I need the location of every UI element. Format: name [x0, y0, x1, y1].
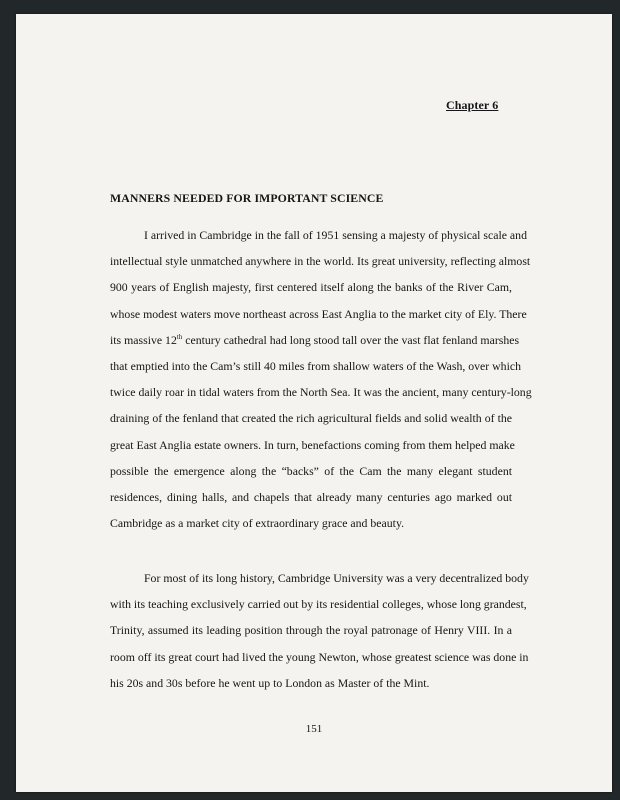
paragraph-line: that emptied into the Cam’s still 40 miles from shallow waters of the Wash, over which [110, 359, 521, 374]
section-heading: MANNERS NEEDED FOR IMPORTANT SCIENCE [110, 191, 384, 205]
paragraph-line: possible the emergence along the “backs” of the Cam the many elegant student [110, 463, 512, 478]
paragraph-line: Cambridge as a market city of extraordinary grace and beauty. [110, 516, 405, 531]
paragraph-line: room off its great court had lived the young Newton, whose greatest science was done in [110, 649, 529, 664]
paragraph-line: Trinity, assumed its leading position through the royal patronage of Henry VIII. In a [110, 623, 512, 638]
paragraph-line [110, 327, 520, 353]
chapter-title: Chapter 6 [446, 98, 499, 112]
paragraph-1 [110, 222, 532, 536]
line-text: its massive 12 [110, 332, 177, 347]
paragraph-line: 900 years of English majesty, first centered itself along the banks of the River Cam, [110, 280, 512, 295]
paragraph-line: For most of its long history, Cambridge University was a very decentralized body [144, 571, 529, 585]
paragraph-line: intellectual style unmatched anywhere in the world. Its great university, reflecting almost [110, 254, 531, 269]
paragraph-line: his 20s and 30s before he went up to London as Master of the Mint. [110, 675, 430, 690]
page-number: 151 [305, 723, 323, 735]
paragraph-line: great East Anglia estate owners. In turn, benefactions coming from them helped make [110, 437, 515, 452]
paragraph-line: whose modest waters move northeast across East Anglia to the market city of Ely. There [110, 306, 527, 321]
paragraph-line: twice daily roar in tidal waters from the North Sea. It was the ancient, many century-long [110, 385, 532, 400]
paragraph-line: I arrived in Cambridge in the fall of 1951 sensing a majesty of physical scale and [144, 228, 527, 242]
paragraph-line: with its teaching exclusively carried out by its residential colleges, whose long grandest, [110, 597, 527, 612]
paragraph-line: residences, dining halls, and chapels that already many centuries ago marked out [110, 490, 512, 505]
paragraph-2 [110, 565, 529, 696]
paragraph-line: draining of the fenland that created the rich agricultural fields and solid wealth of the [110, 411, 512, 426]
document-page [16, 14, 612, 792]
line-text: century cathedral had long stood tall over the vast flat fenland marshes [182, 332, 520, 347]
superscript-ordinal: th [176, 332, 183, 341]
